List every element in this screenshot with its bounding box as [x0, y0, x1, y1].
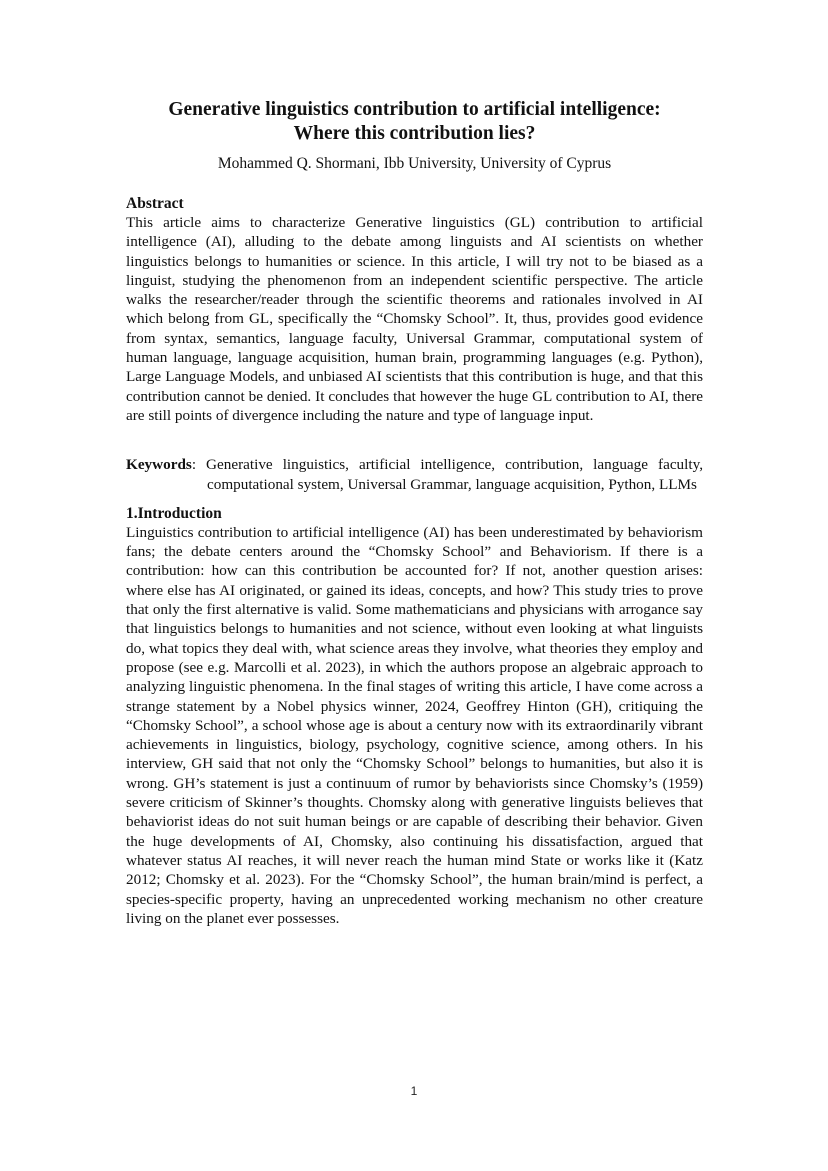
paper-page — [126, 98, 703, 928]
author-affiliation: Mohammed Q. Shormani, Ibb University, University of Cyprus — [217, 155, 612, 172]
abstract-heading: Abstract — [126, 195, 184, 212]
abstract-text: This article aims to characterize Generative linguistics (GL) contribution to artificial intelligence (AI), alluding to the debate among linguists and AI scientists on whether linguistics belongs to humanities or science. In this article, I will try not to be biased as a linguist, studying the phenomenon from an independent scientific perspective. The article walks the researcher/reader through the scientific theorems and rationales involved in AI which belong from GL, specifically the “Chomsky School”. It, thus, provides good evidence from syntax, semantics, language faculty, Universal Grammar, computational system of human language, language acquisition, human brain, programming languages (e.g. Python), Large Language Models, and unbiased AI scientists that this contribution is huge, and that this contribution cannot be denied. It concludes that however the huge GL contribution to AI, there are still points of divergence including the nature and type of language input. — [126, 214, 703, 424]
title-line-2: Where this contribution lies? — [293, 123, 536, 144]
section-heading-introduction: 1.Introduction — [126, 504, 222, 522]
keywords-text: : Generative linguistics, artificial intelligence, contribution, language faculty, computational system, Universal Grammar, language acquisition, Python, LLMs — [191, 456, 703, 493]
page-number: 1 — [410, 1084, 418, 1098]
keywords — [126, 455, 703, 494]
keywords-label: Keywords — [126, 456, 192, 474]
introduction-text: Linguistics contribution to artificial intelligence (AI) has been underestimated by behaviorism fans; the debate centers around the “Chomsky School” and Behaviorism. If there is a contribution: how can this contribution be accounted for? If not, another question arises: where else has AI originated, or gained its ideas, concepts, and how? This study tries to prove that only the first alternative is valid. Some mathematicians and physicians with arrogance say that linguistics belongs to humanities and not science, without even looking at what linguists do, what topics they deal with, what science areas they involve, what theories they employ and propose (see e.g. Marcolli et al. 2023), in which the authors propose an algebraic approach to analyzing linguistic phenomena. In the final stages of writing this article, I have come across a strange statement by a Nobel physics winner, 2024, Geoffrey Hinton (GH), critiquing the “Chomsky School”, a school whose age is about a century now with its extraordinarily vibrant achievements in linguistics, biology, psychology, cognitive science, among others. In his interview, GH said that not only the “Chomsky School” belongs to humanities, but also it is wrong. GH’s statement is just a continuum of rumor by behaviorists since Chomsky’s (1959) severe criticism of Skinner’s thoughts. Chomsky along with generative linguists believes that behaviorist ideas do not suit human beings or are capable of describing their behavior. Given the huge developments of AI, Chomsky, also continuing his dissatisfaction, argued that whatever status AI reaches, it will never reach the human mind State or works like it (Katz 2012; Chomsky et al. 2023). For the “Chomsky School”, the human brain/mind is perfect, a species-specific property, having an unprecedented working mechanism no other creature living on the planet ever possesses. — [126, 523, 703, 927]
title-line-1: Generative linguistics contribution to artificial intelligence: — [168, 99, 661, 120]
paper-title — [126, 98, 703, 146]
